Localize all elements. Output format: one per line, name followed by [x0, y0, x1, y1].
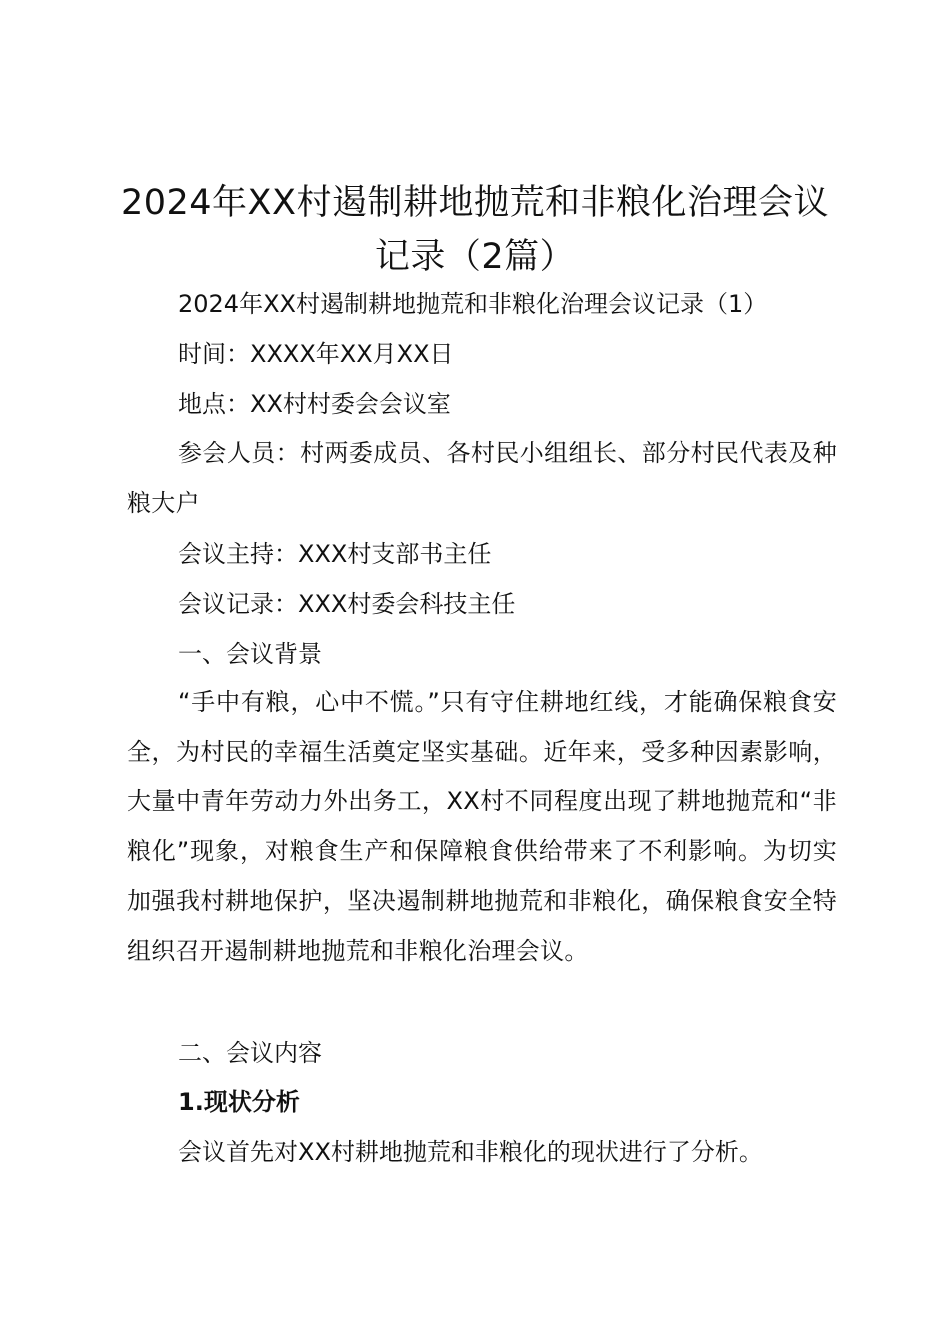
section-heading-background: 一、会议背景 — [178, 640, 322, 668]
meeting-recorder: 会议记录：XXX村委会科技主任 — [178, 590, 516, 618]
status-paragraph: 会议首先对XX村耕地抛荒和非粮化的现状进行了分析。 — [178, 1138, 763, 1166]
meeting-place: 地点：XX村村委会会议室 — [178, 390, 451, 418]
subsection-heading-status: 1.现状分析 — [178, 1088, 300, 1116]
meeting-attendees: 参会人员：村两委成员、各村民小组组长、部分村民代表及种粮大户 — [127, 439, 837, 517]
meeting-time: 时间：XXXX年XX月XX日 — [178, 340, 454, 368]
record-subtitle: 2024年XX村遏制耕地抛荒和非粮化治理会议记录（1） — [178, 290, 768, 318]
document-title: 2024年XX村遏制耕地抛荒和非粮化治理会议记录（2篇） — [120, 183, 830, 277]
background-paragraph: “手中有粮，心中不慌。”只有守住耕地红线，才能确保粮食安全，为村民的幸福生活奠定坚实基础。近年来，受多种因素影响，大量中青年劳动力外出务工，XX村不同程度出现了耕地抛荒和“非粮化”现象，对粮食生产和保障粮食供给带来了不利影响。为切实加强我村耕地保护，坚决遏制耕地抛荒和非粮化，确保粮食安全特组织召开遏制耕地抛荒和非粮化治理会议。 — [127, 688, 837, 965]
section-heading-content: 二、会议内容 — [178, 1039, 322, 1067]
meeting-host: 会议主持：XXX村支部书主任 — [178, 540, 492, 568]
